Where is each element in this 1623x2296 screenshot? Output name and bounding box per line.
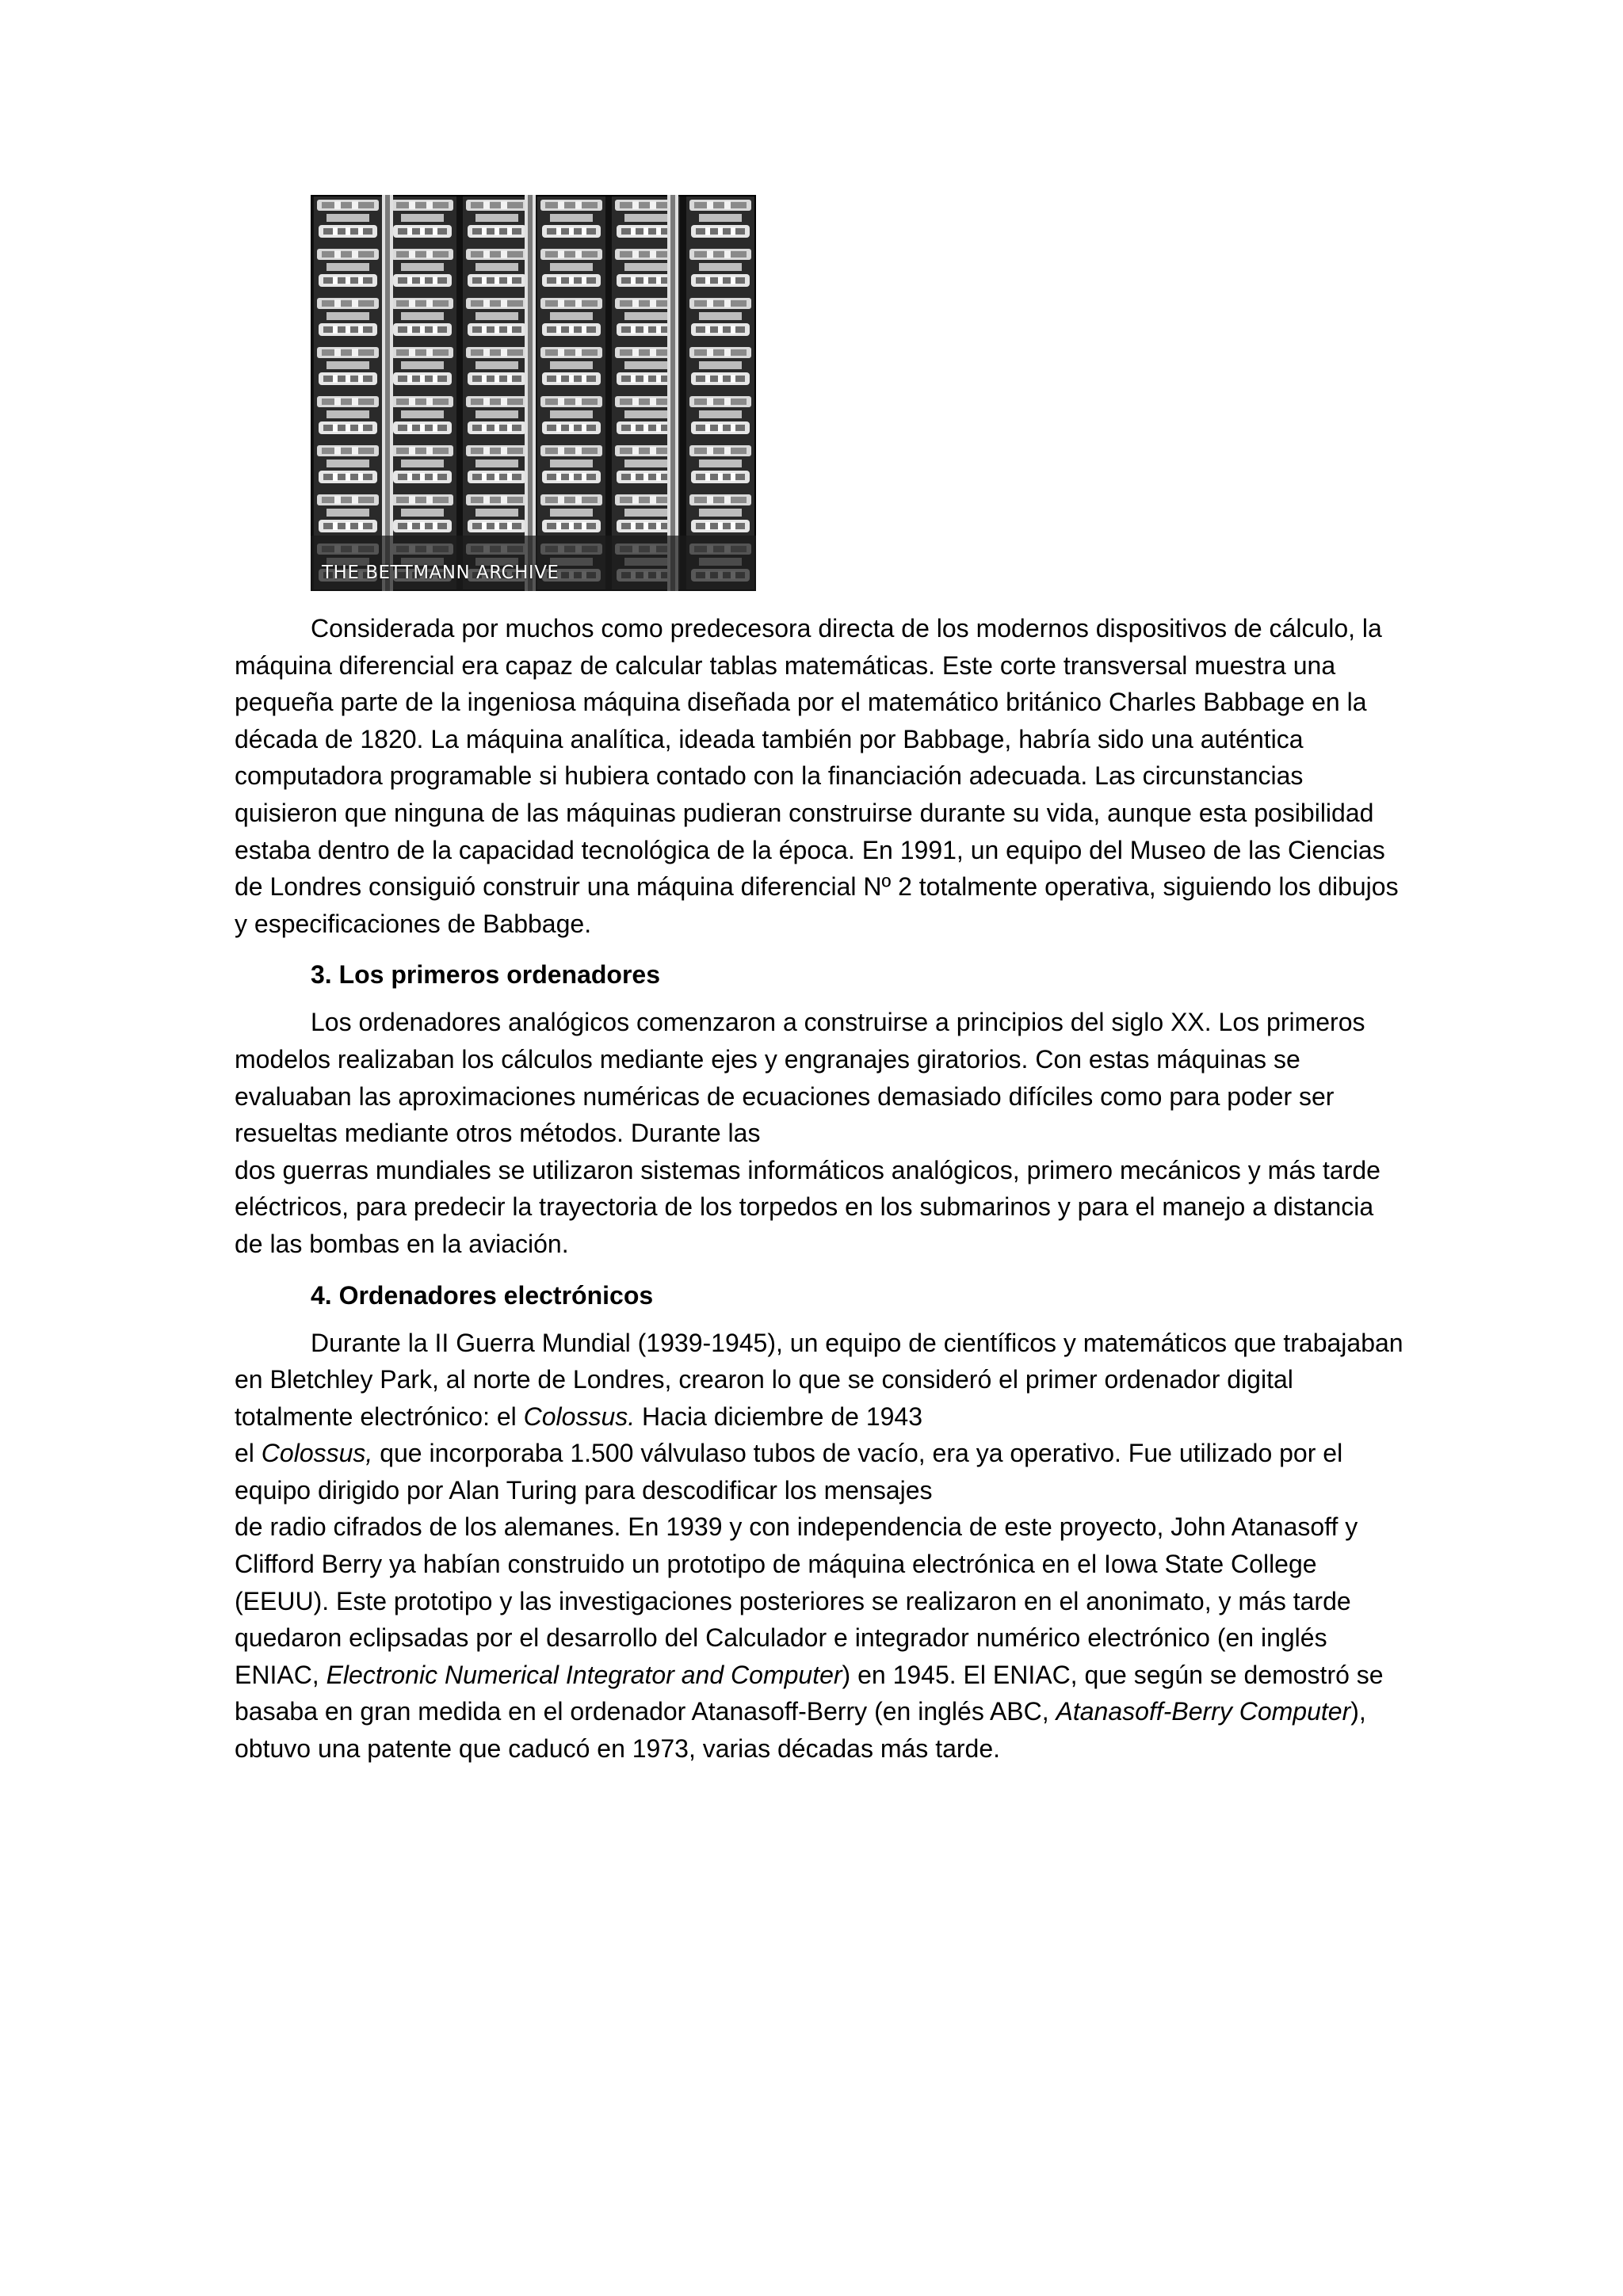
electronic-text-1: Durante la II Guerra Mundial (1939-1945), un equipo de científicos y matemáticos que trabajaban en Bletchley Park, al norte de Londres, crearon lo que se consideró el primer ordenador digital totalmente electrónico: el	[235, 1328, 1403, 1431]
electronic-text-2: Hacia diciembre de 1943	[635, 1402, 923, 1431]
abc-english-name: Atanasoff-Berry Computer	[1056, 1697, 1351, 1726]
electronic-text-3: el	[235, 1439, 262, 1468]
heading-ordenadores-electronicos: 4. Ordenadores electrónicos	[311, 1280, 654, 1310]
difference-engine-illustration	[311, 195, 756, 591]
colossus-term-2: Colossus,	[261, 1439, 373, 1468]
analog-paragraph	[235, 1004, 1407, 1262]
analog-paragraph-part-b: dos guerras mundiales se utilizaron sistemas informáticos analógicos, primero mecánicos y más tarde eléctricos, para predecir la trayectoria de los torpedos en los submarinos y para el manejo a distancia de las bombas en la aviación.	[235, 1155, 1381, 1258]
difference-engine-photo	[311, 195, 756, 591]
electronic-text-7: ), obtuvo una patente que caducó en 1973, varias décadas más tarde.	[235, 1697, 1366, 1764]
colossus-term: Colossus.	[523, 1402, 636, 1431]
electronic-line-radio	[235, 1508, 1407, 1767]
document-page	[235, 195, 1407, 1768]
heading-primeros-ordenadores: 3. Los primeros ordenadores	[311, 960, 661, 990]
electronic-text-5: de radio cifrados de los alemanes. En 1939 y con independencia de este proyecto, John Atanasoff y Clifford Berry ya habían construido un prototipo de máquina electrónica en el Iowa State College (EEUU). Este prototipo y las investigaciones posteriores se realizaron en el anonimato, y más tarde quedaron eclipsadas por el desarrollo del Calculador e integrador numérico electrónico (en inglés ENIAC,	[235, 1512, 1358, 1689]
figure-caption: THE BETTMANN ARCHIVE	[322, 563, 559, 583]
analog-paragraph-part-a: Los ordenadores analógicos comenzaron a construirse a principios del siglo XX. Los primeros modelos realizaban los cálculos mediante ejes y engranajes giratorios. Con estas máquinas se evaluaban las aproximaciones numéricas de ecuaciones demasiado difíciles como para poder ser resueltas mediante otros métodos. Durante las	[235, 1008, 1365, 1148]
electronic-paragraph	[235, 1325, 1407, 1768]
electronic-line-colossus	[235, 1435, 1407, 1508]
electronic-text-6: ) en 1945. El ENIAC, que según se demostró se basaba en gran medida en el ordenador Atanasoff-Berry (en inglés ABC,	[235, 1660, 1384, 1726]
electronic-text-4: que incorporaba 1.500 válvulaso tubos de vacío, era ya operativo. Fue utilizado por el equipo dirigido por Alan Turing para descodificar los mensajes	[235, 1439, 1343, 1505]
eniac-english-name: Electronic Numerical Integrator and Computer	[326, 1660, 842, 1689]
babbage-paragraph: Considerada por muchos como predecesora directa de los modernos dispositivos de cálculo, la máquina diferencial era capaz de calcular tablas matemáticas. Este corte transversal muestra una pequeña parte de la ingeniosa máquina diseñada por el matemático británico Charles Babbage en la década de 1820. La máquina analítica, ideada también por Babbage, habría sido una auténtica computadora programable si hubiera contado con la financiación adecuada. Las circunstancias quisieron que ninguna de las máquinas pudieran construirse durante su vida, aunque esta posibilidad estaba dentro de la capacidad tecnológica de la época. En 1991, un equipo del Museo de las Ciencias de Londres consiguió construir una máquina diferencial Nº 2 totalmente operativa, siguiendo los dibujos y especificaciones de Babbage.	[235, 614, 1399, 938]
